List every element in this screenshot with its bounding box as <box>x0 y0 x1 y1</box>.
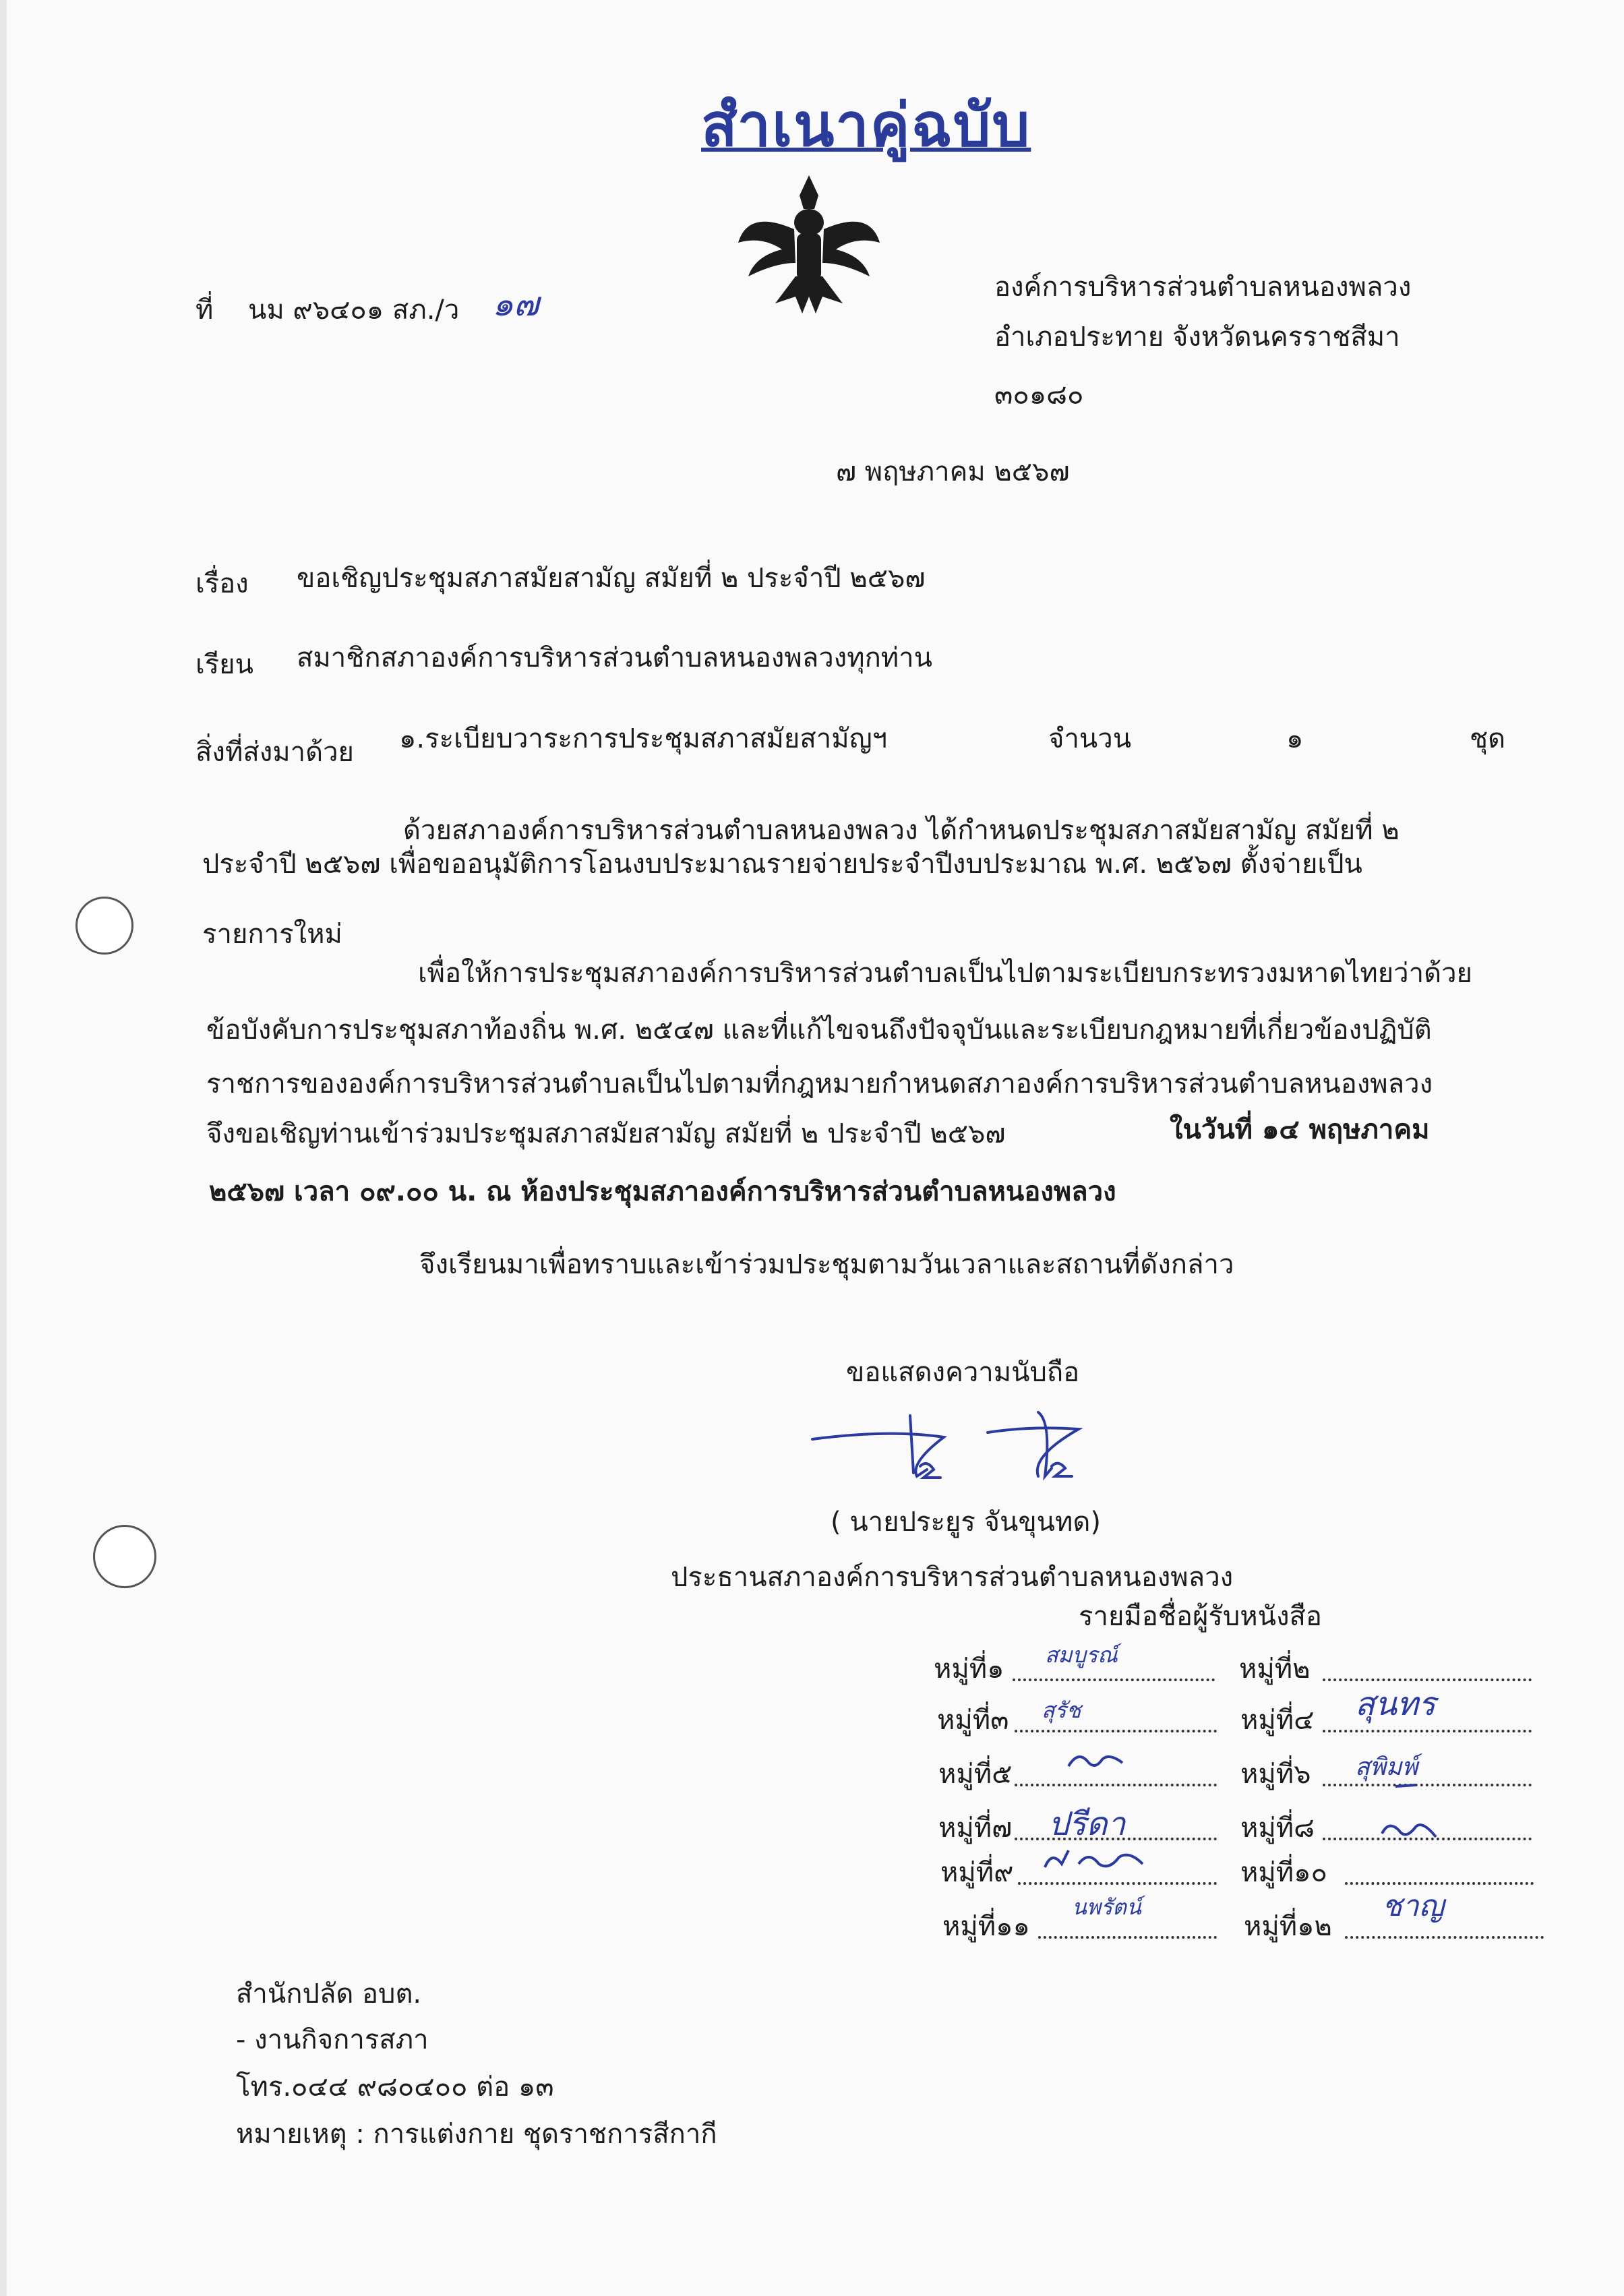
para2-line: ราชการขององค์การบริหารส่วนตำบลเป็นไปตามที่กฎหมายกำหนดสภาองค์การบริหารส่วนตำบลหนองพลวง <box>206 1068 1433 1099</box>
receipt-line-moo4 <box>1323 1730 1532 1732</box>
receipt-line-moo3 <box>1015 1730 1217 1732</box>
para2-line: จึงขอเชิญท่านเข้าร่วมประชุมสภาสมัยสามัญ สมัยที่ ๒ ประจำปี ๒๕๖๗ <box>206 1118 1006 1149</box>
footer-note: หมายเหตุ : การแต่งกาย ชุดราชการสีกากี <box>236 2119 717 2150</box>
receipt-label-moo9: หมู่ที่๙ <box>940 1857 1014 1888</box>
receipt-line-moo5 <box>1015 1784 1217 1786</box>
receipt-title: รายมือชื่อผู้รับหนังสือ <box>1079 1601 1322 1632</box>
to-label: เรียน <box>196 649 253 680</box>
receipt-sign-moo12: ชาญ <box>1382 1889 1445 1923</box>
receipt-label-moo4: หมู่ที่๔ <box>1240 1705 1315 1736</box>
copy-stamp: สำเนาคู่ฉบับ <box>701 90 1031 160</box>
receipt-line-moo9 <box>1018 1882 1217 1885</box>
letter-date: ๗ พฤษภาคม ๒๕๖๗ <box>836 456 1070 487</box>
org-postcode: ๓๐๑๘๐ <box>994 380 1084 411</box>
receipt-line-moo12 <box>1345 1936 1544 1939</box>
receipt-label-moo3: หมู่ที่๓ <box>937 1705 1009 1736</box>
receipt-sign-moo7: ปรีดา <box>1048 1805 1126 1843</box>
receipt-label-moo2: หมู่ที่๒ <box>1239 1654 1311 1685</box>
receipt-label-moo8: หมู่ที่๘ <box>1240 1813 1315 1844</box>
org-name: องค์การบริหารส่วนตำบลหนองพลวง <box>994 272 1412 303</box>
closing-text: ขอแสดงความนับถือ <box>846 1357 1080 1388</box>
punch-hole-top <box>76 897 133 955</box>
signer-name: ( นายประยูร จันขุนทด) <box>831 1507 1101 1538</box>
subject-label: เรื่อง <box>196 568 249 599</box>
attachment-unit: ชุด <box>1470 723 1506 754</box>
attachment-label: สิ่งที่ส่งมาด้วย <box>196 737 354 768</box>
receipt-sign-moo5-mark <box>1065 1746 1126 1773</box>
para1-line: รายการใหม่ <box>202 919 342 950</box>
receipt-sign-moo6: สุพิมพ์ <box>1355 1753 1418 1781</box>
receipt-label-moo11: หมู่ที่๑๑ <box>942 1911 1030 1942</box>
signature-image <box>809 1402 1146 1490</box>
to-text: สมาชิกสภาองค์การบริหารส่วนตำบลหนองพลวงทุกท่าน <box>297 642 932 673</box>
receipt-sign-moo1: สมบูรณ์ <box>1045 1642 1118 1668</box>
org-district: อำเภอประทาย จังหวัดนครราชสีมา <box>994 322 1400 353</box>
ref-number: นม ๙๖๔๐๑ สภ./ว <box>248 295 460 326</box>
receipt-label-moo10: หมู่ที่๑๐ <box>1240 1857 1327 1888</box>
receipt-label-moo6: หมู่ที่๖ <box>1240 1759 1311 1790</box>
ref-handwritten-number: ๑๗ <box>492 284 539 324</box>
para2-line: เพื่อให้การประชุมสภาองค์การบริหารส่วนตำบลเป็นไปตามระเบียบกระทรวงมหาดไทยว่าด้วย <box>418 958 1472 989</box>
receipt-line-moo1 <box>1013 1679 1215 1681</box>
receipt-label-moo5: หมู่ที่๕ <box>938 1759 1013 1790</box>
para1-line: ประจำปี ๒๕๖๗ เพื่อขออนุมัติการโอนงบประมาณรายจ่ายประจำปีงบประมาณ พ.ศ. ๒๕๖๗ ตั้งจ่ายเป็น <box>202 849 1362 880</box>
receipt-label-moo12: หมู่ที่๑๒ <box>1244 1911 1332 1942</box>
receipt-line-moo11 <box>1038 1936 1217 1939</box>
attachment-item: ๑.ระเบียบวาระการประชุมสภาสมัยสามัญฯ <box>399 723 888 754</box>
receipt-label-moo7: หมู่ที่๗ <box>938 1813 1013 1844</box>
attachment-qty-label: จำนวน <box>1048 723 1132 754</box>
receipt-sign-moo11: นพรัตน์ <box>1072 1894 1141 1920</box>
ref-label: ที่ <box>196 295 214 326</box>
meeting-date-bold: ในวันที่ ๑๔ พฤษภาคม <box>1170 1114 1430 1145</box>
meeting-time-place-bold: ๒๕๖๗ เวลา ๐๙.๐๐ น. ณ ห้องประชุมสภาองค์การบริหารส่วนตำบลหนองพลวง <box>209 1176 1116 1207</box>
signer-title: ประธานสภาองค์การบริหารส่วนตำบลหนองพลวง <box>671 1562 1234 1593</box>
receipt-sign-moo8-mark <box>1375 1780 1443 1854</box>
subject-text: ขอเชิญประชุมสภาสมัยสามัญ สมัยที่ ๒ ประจำปี ๒๕๖๗ <box>297 563 926 594</box>
receipt-sign-moo4: สุนทร <box>1355 1685 1436 1723</box>
para3: จึงเรียนมาเพื่อทราบและเข้าร่วมประชุมตามวันเวลาและสถานที่ดังกล่าว <box>419 1249 1234 1280</box>
punch-hole-bottom <box>93 1525 156 1588</box>
para1-line: ด้วยสภาองค์การบริหารส่วนตำบลหนองพลวง ได้กำหนดประชุมสภาสมัยสามัญ สมัยที่ ๒ <box>403 815 1400 846</box>
receipt-sign-moo9-mark <box>1042 1844 1156 1877</box>
footer-section: - งานกิจการสภา <box>236 2024 429 2055</box>
garuda-emblem <box>735 169 883 324</box>
receipt-label-moo1: หมู่ที่๑ <box>934 1654 1004 1685</box>
attachment-qty: ๑ <box>1286 723 1304 754</box>
footer-office: สำนักปลัด อบต. <box>236 1978 422 2010</box>
page-edge-shadow <box>0 0 7 2296</box>
footer-phone: โทร.๐๔๔ ๙๘๐๔๐๐ ต่อ ๑๓ <box>236 2072 554 2103</box>
receipt-sign-moo3: สุรัช <box>1042 1697 1081 1723</box>
para2-line: ข้อบังคับการประชุมสภาท้องถิ่น พ.ศ. ๒๕๔๗ และที่แก้ไขจนถึงปัจจุบันและระเบียบกฎหมายที่เกี่ยวข้องปฏิบัติ <box>206 1015 1432 1046</box>
